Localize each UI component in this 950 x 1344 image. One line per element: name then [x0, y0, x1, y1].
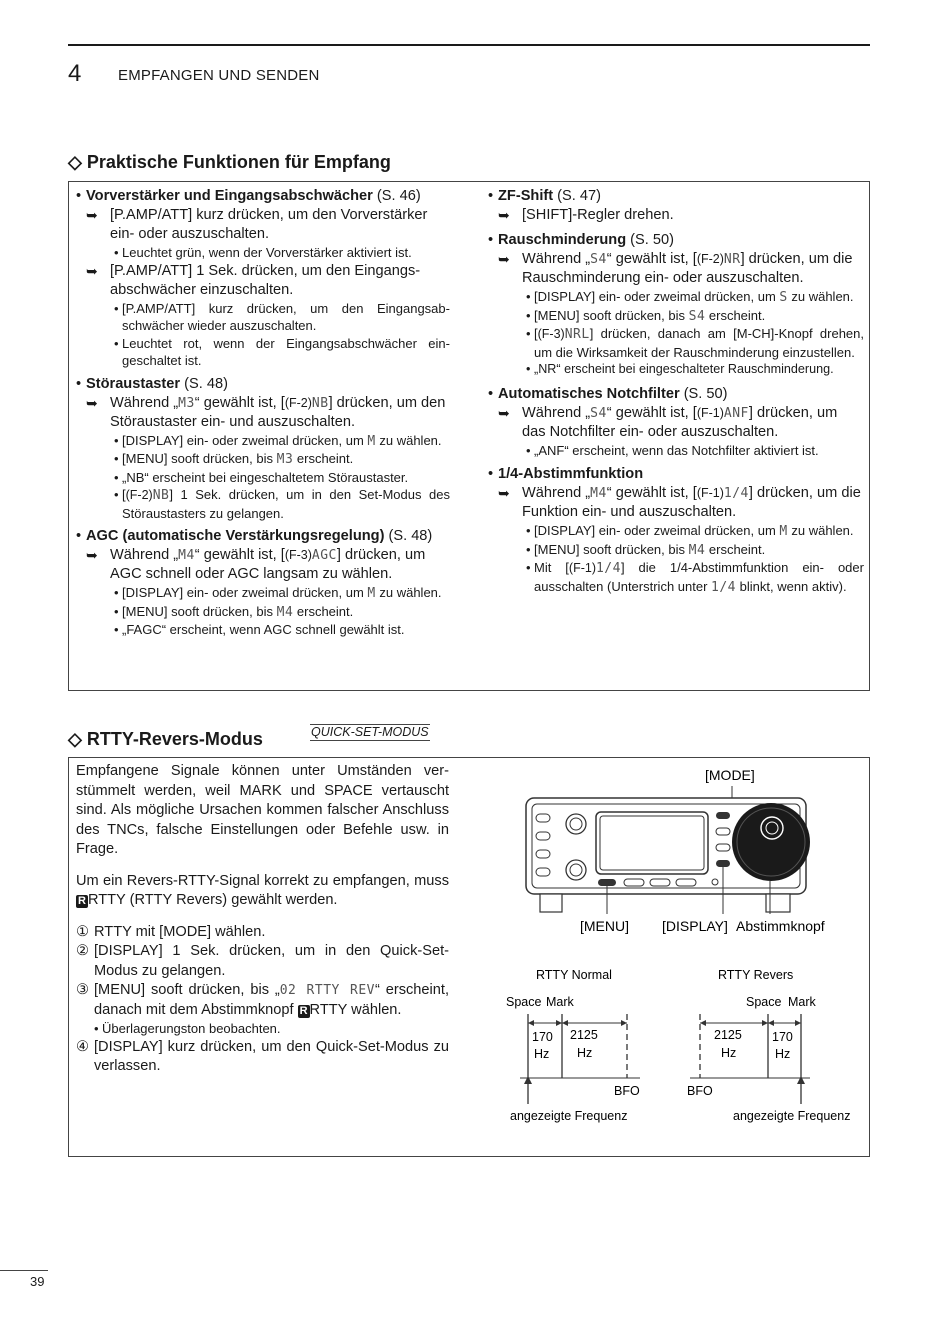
page-number: 39: [30, 1274, 45, 1289]
rtty-second-paragraph: Um ein Revers-RTTY-Signal korrekt zu empfangen, muss R RTTY (RTTY Revers) gewählt werden.: [76, 872, 449, 908]
rtty-normal-mark: Mark: [546, 995, 574, 1009]
item-notchfilter: • Automatisches Notchfilter (S. 50): [488, 385, 728, 402]
rtty-revers-space: Space: [746, 995, 782, 1009]
step-4: ④ [DISPLAY] kurz drücken, um den Quick-Set-Modus zu verlassen.: [76, 1038, 449, 1074]
rm-note-4: • „NR“ erscheint bei eingeschalteter Rauschminderung.: [526, 362, 834, 376]
rtty-normal-v1: 170: [532, 1030, 553, 1044]
step-3-note: • Überlagerungston beobachten.: [94, 1021, 281, 1036]
quick-set-tag: QUICK-SET-MODUS: [311, 725, 429, 739]
stor-note-4: • [(F-2)NB] 1 Sek. drücken, um in den Set-Modus des Störaustasters zu gelangen.: [114, 487, 450, 521]
step-3: ③ [MENU] sooft drücken, bis „02 RTTY REV“ erscheint, danach mit dem Abstimmknopf R RTTY wählen.: [76, 982, 449, 1018]
step-2: ② [DISPLAY] 1 Sek. drücken, um in den Quick-Set-Modus zu gelangen.: [76, 943, 449, 979]
arrow-icon: ➥: [498, 485, 510, 501]
vorv-note-1: • Leuchtet grün, wenn der Vorverstärker aktiviert ist.: [114, 245, 412, 260]
stor-note-1: • [DISPLAY] ein- oder zweimal drücken, um M zu wählen.: [114, 432, 442, 449]
stor-action: ➥ Während „M3“ gewählt ist, [(F-2)NB] drücken, um den Störaustaster ein- und auszuschalten.: [86, 394, 446, 430]
item-vorverstaerker: • Vorverstärker und Eingangsabschwächer (S. 46): [76, 188, 421, 204]
section2-title: ◇ RTTY-Revers-Modus: [68, 729, 263, 749]
label-mode: [MODE]: [705, 767, 755, 783]
step-1: ① RTTY mit [MODE] wählen.: [76, 923, 266, 940]
rtty-revers-freq: angezeigte Frequenz: [733, 1109, 851, 1123]
ab-note-1: • [DISPLAY] ein- oder zweimal drücken, um M zu wählen.: [526, 523, 854, 539]
item-abstimmfunktion: • 1/4-Abstimmfunktion: [488, 466, 644, 482]
stor-note-3: • „NB“ erscheint bei eingeschaltetem Störaustaster.: [114, 469, 409, 485]
rtty-normal-v2: 2125: [570, 1028, 598, 1042]
rtty-intro-paragraph: Empfangene Signale können unter Umständen verstümmelt werden, weil MARK und SPACE vertauscht sind. Als mögliche Ursachen kommen falscher Anschluss des TNCs, falsche Einstellungen oder Befehle usw. in Frage.: [76, 763, 449, 857]
rtty-normal-bfo: BFO: [614, 1084, 640, 1098]
vorv-note-2: • [P.AMP/ATT] kurz drücken, um den Eingangsabschwächer wieder auszuschalten.: [114, 300, 450, 333]
rtty-revers-v1: 2125: [714, 1028, 742, 1042]
page-number-rule: [0, 1270, 48, 1271]
section1-title: ◇ Praktische Funktionen für Empfang: [68, 152, 391, 172]
agc-note-1: • [DISPLAY] ein- oder zweimal drücken, um M zu wählen.: [114, 585, 442, 601]
header-rule: [68, 44, 870, 46]
zf-action: ➥ [SHIFT]-Regler drehen.: [498, 207, 674, 223]
rtty-normal-u1: Hz: [534, 1047, 550, 1061]
rtty-revers-mark: Mark: [788, 995, 816, 1009]
ab-note-3: • Mit [(F-1)1/4] die 1/4-Abstimmfunktion ein- oder ausschalten (Unterstrich unter 1/4 blinkt, wenn aktiv).: [526, 560, 864, 595]
vorv-note-3: • Leuchtet rot, wenn der Eingangsabschwächer eingeschaltet ist.: [114, 335, 450, 368]
arrow-icon: ➥: [86, 262, 98, 279]
vorv-action-1: ➥ [P.AMP/ATT] kurz drücken, um den Vorverstärker ein- oder auszuschalten.: [86, 207, 428, 242]
r-badge-icon: R: [78, 895, 86, 907]
radio-display: [596, 812, 708, 874]
arrow-icon: ➥: [86, 394, 98, 411]
rtty-revers-bfo: BFO: [687, 1084, 713, 1098]
radio-illustration: [500, 762, 860, 942]
arrow-icon: ➥: [86, 547, 98, 563]
item-rauschminderung: • Rauschminderung (S. 50): [488, 232, 674, 248]
vorv-action-2: ➥ [P.AMP/ATT] 1 Sek. drücken, um den Eingangsabschwächer einzuschalten.: [86, 262, 421, 298]
rtty-revers-title: RTTY Revers: [718, 968, 794, 982]
arrow-icon: ➥: [498, 251, 510, 267]
chapter-number: 4: [68, 60, 82, 87]
section1-right-column: [486, 184, 864, 596]
agc-note-2: • [MENU] sooft drücken, bis M4 erscheint.: [114, 603, 354, 620]
label-display: [DISPLAY]: [662, 918, 728, 934]
rtty-revers-u2: Hz: [775, 1047, 791, 1061]
tuning-knob: [732, 803, 810, 881]
vorv-ref: (S. 46): [372, 188, 421, 204]
vorv-title: Vorverstärker und Eingangsabschwächer: [86, 188, 373, 204]
ab-action: ➥ Während „M4“ gewählt ist, [(F-1)1/4] drücken, um die Funktion ein- und auszuschalten.: [498, 485, 861, 520]
label-menu: [MENU]: [580, 918, 629, 934]
arrow-icon: ➥: [498, 207, 510, 223]
an-action: ➥ Während „S4“ gewählt ist, [(F-1)ANF] drücken, um das Notchfilter ein- oder auszuschalten.: [498, 404, 838, 440]
arrow-icon: ➥: [498, 404, 510, 421]
rtty-revers-u1: Hz: [721, 1046, 737, 1060]
an-note-1: • „ANF“ erscheint, wenn das Notchfilter aktiviert ist.: [526, 442, 819, 458]
section2-text-column: [76, 762, 449, 1077]
ab-note-2: • [MENU] sooft drücken, bis M4 erscheint.: [526, 541, 766, 558]
item-stoeraustaster: • Störaustaster (S. 48): [76, 375, 228, 392]
agc-action: ➥ Während „M4“ gewählt ist, [(F-3)AGC] drücken, um AGC schnell oder AGC langsam zu wählen.: [86, 547, 426, 582]
label-abstimmknopf: Abstimmknopf: [736, 918, 825, 934]
rtty-normal-freq: angezeigte Frequenz: [510, 1109, 628, 1123]
rm-note-3: • [(F-3)NRL] drücken, danach am [M-CH]-Knopf drehen, um die Wirksamkeit der Rauschminderung einzustellen.: [526, 326, 864, 360]
rm-note-1: • [DISPLAY] ein- oder zweimal drücken, um S zu wählen.: [526, 289, 854, 305]
rm-action: ➥ Während „S4“ gewählt ist, [(F-2)NR] drücken, um die Rauschminderung ein- oder auszuschalten.: [498, 251, 853, 286]
item-agc: • AGC (automatische Verstärkungsregelung) (S. 48): [76, 528, 433, 544]
rtty-revers-v2: 170: [772, 1030, 793, 1044]
rtty-normal-title: RTTY Normal: [536, 968, 612, 982]
rm-note-2: • [MENU] sooft drücken, bis S4 erscheint.: [526, 307, 766, 324]
rtty-normal-space: Space: [506, 995, 542, 1009]
section1-left-column: [74, 184, 450, 639]
stor-note-2: • [MENU] sooft drücken, bis M3 erscheint.: [114, 451, 354, 467]
chapter-title: EMPFANGEN UND SENDEN: [118, 67, 320, 84]
rtty-normal-diagram: [500, 964, 660, 1130]
arrow-icon: ➥: [86, 207, 98, 223]
rtty-revers-diagram: [680, 964, 860, 1130]
item-zf-shift: • ZF-Shift (S. 47): [488, 188, 601, 204]
agc-note-3: • „FAGC“ erscheint, wenn AGC schnell gewählt ist.: [114, 622, 405, 637]
rtty-normal-u2: Hz: [577, 1046, 593, 1060]
r-badge-icon: R: [299, 1004, 308, 1017]
